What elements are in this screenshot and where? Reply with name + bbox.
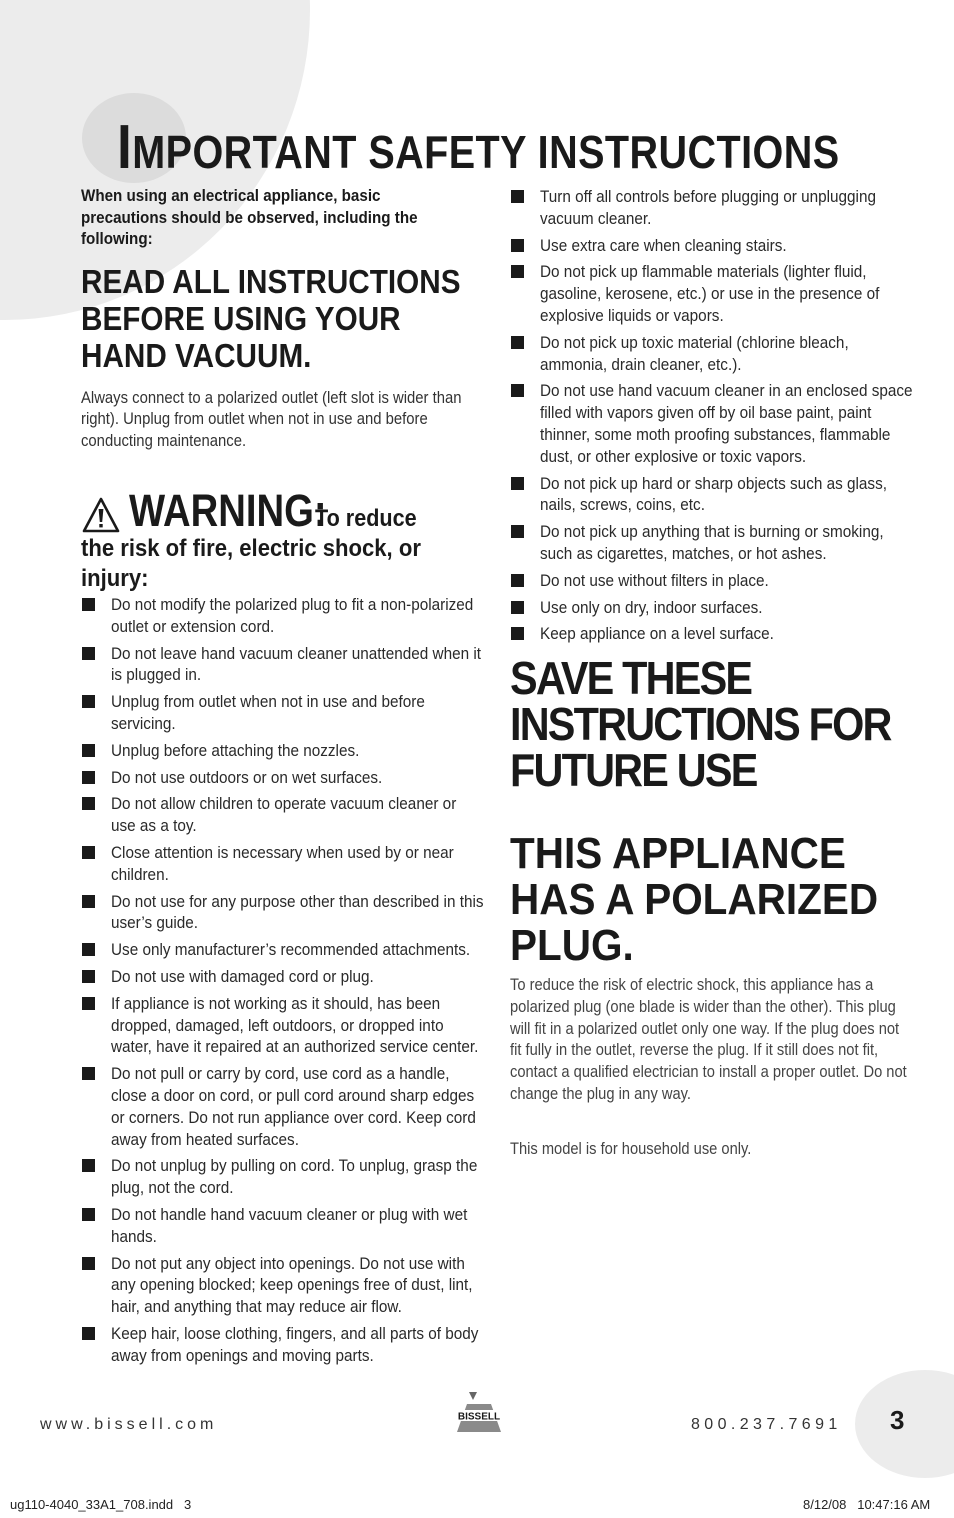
bullet-item <box>510 186 915 230</box>
warning-rest: the risk of fire, electric shock, or injury: <box>81 535 421 592</box>
bullet-item <box>81 1155 481 1199</box>
bullet-text: Do not use without filters in place. <box>540 570 769 590</box>
bullet-text: Close attention is necessary when used by or near children. <box>111 842 454 884</box>
bullet-item <box>81 842 481 886</box>
bissell-logo <box>451 1390 507 1434</box>
bullet-item <box>81 1063 481 1150</box>
bullet-item <box>81 939 481 961</box>
bullet-text: Do not put any object into openings. Do not use with any opening blocked; keep openings free of dust, lint, hair, and anything that may reduce air flow. <box>111 1253 473 1317</box>
bullet-text: Do not use for any purpose other than described in this user’s guide. <box>111 891 484 933</box>
bullet-text: Use only manufacturer’s recommended attachments. <box>111 940 471 960</box>
bullet-item <box>510 235 915 257</box>
right-bullet-list <box>510 186 915 645</box>
warning-triangle-icon <box>81 496 121 534</box>
bullet-text: Use extra care when cleaning stairs. <box>540 235 787 255</box>
bullet-item <box>81 993 481 1058</box>
bullet-text: Do not leave hand vacuum cleaner unattended when it is plugged in. <box>111 643 482 685</box>
polarized-outlet-text: Always connect to a polarized outlet (left slot is wider than right). Unplug from outlet when not in use and before conducting maintenance. <box>81 388 462 450</box>
logo-text: BISSELL <box>457 1411 501 1423</box>
bullet-text: Do not pick up flammable materials (lighter fluid, gasoline, kerosene, etc.) or use in the presence of explosive liquids or vapors. <box>540 262 880 325</box>
page-number-circle <box>855 1370 954 1478</box>
bullet-item <box>81 767 481 789</box>
bullet-item <box>81 740 481 762</box>
warning-block <box>81 485 481 594</box>
warning-word: WARNING: <box>129 485 327 536</box>
bullet-item <box>510 332 915 376</box>
bullet-item <box>81 891 484 935</box>
bullet-text: Do not use outdoors or on wet surfaces. <box>111 767 383 787</box>
bullet-text: Keep appliance on a level surface. <box>540 624 774 644</box>
bullet-text: Do not pick up toxic material (chlorine bleach, ammonia, drain cleaner, etc.). <box>540 332 849 374</box>
right-column <box>510 186 915 1160</box>
bullet-text: Do not unplug by pulling on cord. To unplug, grasp the plug, not the cord. <box>111 1156 478 1198</box>
bullet-item <box>510 570 915 592</box>
bullet-text: Do not modify the polarized plug to fit a non-polarized outlet or extension cord. <box>111 595 474 636</box>
bullet-item <box>510 597 915 619</box>
left-bullet-list <box>81 594 484 1367</box>
bullet-item <box>510 380 915 467</box>
page-title <box>117 112 840 183</box>
bullet-item <box>81 1323 481 1367</box>
bullet-item <box>81 793 481 837</box>
print-slug-file: ug110-4040_33A1_708.indd 3 <box>10 1497 192 1512</box>
bullet-text: Turn off all controls before plugging or unplugging vacuum cleaner. <box>540 187 876 228</box>
bullet-item <box>510 521 915 565</box>
bullet-item <box>510 623 915 645</box>
bullet-text: Do not pick up anything that is burning or smoking, such as cigarettes, matches, or hot ashes. <box>540 522 884 563</box>
warning-lead: To reduce <box>315 505 417 532</box>
bullet-item <box>81 594 481 638</box>
bullet-text: Do not pick up hard or sharp objects such as glass, nails, screws, coins, etc. <box>540 473 887 515</box>
page-number: 3 <box>890 1405 905 1435</box>
intro-text: When using an electrical appliance, basic precautions should be observed, including the following: <box>81 187 418 248</box>
read-instructions-heading: READ ALL INSTRUCTIONS BEFORE USING YOUR HAND VACUUM. <box>81 262 461 374</box>
bullet-text: Do not pull or carry by cord, use cord as a handle, close a door on cord, or pull cord around sharp edges or corners. Do not run appliance over cord. Keep cord away from heated surfaces. <box>111 1064 476 1149</box>
bullet-text: Use only on dry, indoor surfaces. <box>540 597 763 617</box>
bullet-text: Unplug from outlet when not in use and before servicing. <box>111 692 425 733</box>
bullet-item <box>81 1253 481 1318</box>
warning-headline <box>81 485 481 536</box>
household-use-note: This model is for household use only. <box>510 1140 752 1159</box>
bullet-text: Keep hair, loose clothing, fingers, and all parts of body away from openings and moving parts. <box>111 1323 479 1365</box>
bullet-item <box>81 966 481 988</box>
save-instructions-heading: SAVE THESE INSTRUCTIONS FOR FUTURE USE <box>510 652 891 797</box>
bullet-text: Do not allow children to operate vacuum cleaner or use as a toy. <box>111 794 457 836</box>
polarized-plug-heading: THIS APPLIANCE HAS A POLARIZED PLUG. <box>510 829 879 971</box>
bullet-item <box>81 643 481 687</box>
bullet-item <box>81 691 481 735</box>
bullet-item <box>510 261 915 326</box>
bullet-text: Do not handle hand vacuum cleaner or plug with wet hands. <box>111 1204 468 1246</box>
bullet-item <box>510 473 915 517</box>
title-rest: MPORTANT SAFETY INSTRUCTIONS <box>132 126 840 178</box>
polarized-plug-text: To reduce the risk of electric shock, this appliance has a polarized plug (one blade is wider than the other). This plug will fit in a polarized outlet only one way. If the plug does not fit fully in the outlet, reverse the plug. If it still does not fit, contact a qualified electrician to install a proper outlet. Do not change the plug in any way. <box>510 976 907 1103</box>
bullet-text: If appliance is not working as it should, has been dropped, damaged, left outdoors, or dropped into water, have it repaired at an authorized service center. <box>111 993 479 1057</box>
bullet-text: Unplug before attaching the nozzles. <box>111 740 360 760</box>
bullet-text: Do not use with damaged cord or plug. <box>111 966 374 986</box>
left-column <box>81 186 484 1372</box>
footer-website: www.bissell.com <box>40 1416 218 1433</box>
footer-phone: 800.237.7691 <box>691 1416 842 1433</box>
print-slug-timestamp: 8/12/08 10:47:16 AM <box>803 1497 931 1512</box>
title-initial: I <box>117 113 133 182</box>
bullet-text: Do not use hand vacuum cleaner in an enclosed space filled with vapors given off by oil base paint, paint thinner, some moth proofing substances, flammable dust, or other explosive or toxic vapors. <box>540 381 913 466</box>
bullet-item <box>81 1204 481 1248</box>
